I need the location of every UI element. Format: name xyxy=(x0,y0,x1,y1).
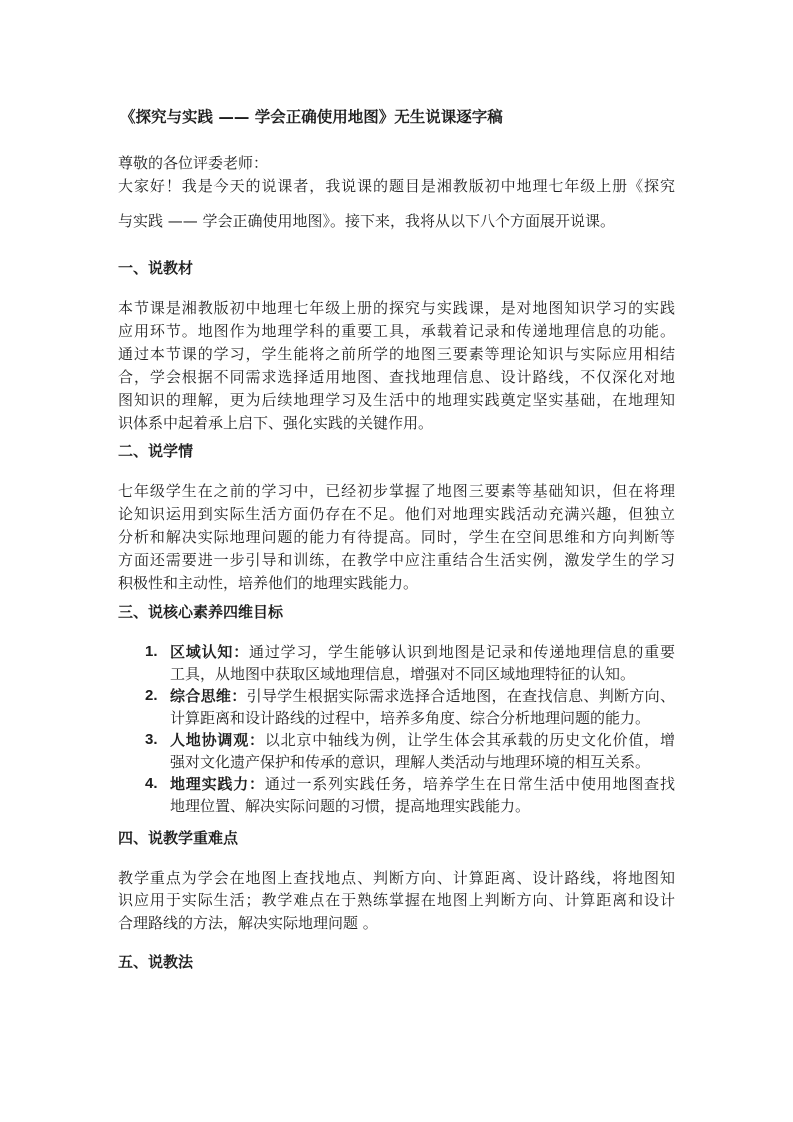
list-item-line: 强对文化遗产保护和传承的意识，理解人类活动与地理环境的相互关系。 xyxy=(170,753,651,771)
paragraph-line: 识应用于实际生活；教学难点在于熟练掌握在地图上判断方向、计算距离和设计 xyxy=(118,891,675,909)
list-number: 3. xyxy=(145,731,158,748)
paragraph-line: 七年级学生在之前的学习中，已经初步掌握了地图三要素等基础知识，但在将理 xyxy=(118,481,675,500)
section-heading: 二、说学情 xyxy=(118,441,194,460)
list-number: 1. xyxy=(145,643,158,660)
list-number: 4. xyxy=(145,775,158,792)
paragraph-line: 图知识的理解，更为后续地理学习及生活中的地理实践奠定坚实基础，在地理知 xyxy=(118,390,675,409)
paragraph-line: 合理路线的方法，解决实际地理问题 。 xyxy=(118,913,378,932)
section-heading: 三、说核心素养四维目标 xyxy=(118,602,284,621)
paragraph-line: 教学重点为学会在地图上查找地点、判断方向、计算距离、设计路线，将地图知 xyxy=(118,868,675,887)
list-item xyxy=(145,773,675,817)
list-item-line: 工具，从地图中获取区域地理信息，增强对不同区域地理特征的认知。 xyxy=(170,665,636,683)
document-title: 《探究与实践 —— 学会正确使用地图》无生说课逐字稿 xyxy=(120,108,503,126)
list-number: 2. xyxy=(145,687,158,704)
list-item-text: 以北京中轴线为例，让学生体会其承载的历史文化价值，增 xyxy=(264,731,675,749)
list-item-line xyxy=(170,773,675,795)
paragraph-line: 合，学会根据不同需求选择适用地图、查找地理信息、设计路线，不仅深化对地 xyxy=(118,367,675,386)
paragraph-line: 方面还需要进一步引导和训练，在教学中应注重结合生活实例，激发学生的学习 xyxy=(118,550,675,569)
section-heading: 五、说教法 xyxy=(118,952,194,971)
paragraph-line: 分析和解决实际地理问题的能力有待提高。同时，学生在空间思维和方向判断等 xyxy=(118,527,675,546)
section-paragraph xyxy=(118,480,675,595)
section-heading: 四、说教学重难点 xyxy=(118,828,239,847)
list-item xyxy=(145,641,675,685)
list-item-line: 计算距离和设计路线的过程中，培养多角度、综合分析地理问题的能力。 xyxy=(170,709,651,727)
paragraph-line: 应用环节。地图作为地理学科的重要工具，承载着记录和传递地理信息的功能。 xyxy=(118,321,675,340)
list-item-line xyxy=(170,729,675,751)
paragraph-line: 本节课是湘教版初中地理七年级上册的探究与实践课，是对地图知识学习的实践 xyxy=(118,298,675,317)
list-item-line xyxy=(170,685,675,707)
goals-list xyxy=(145,641,675,817)
list-item-label: 区域认知： xyxy=(170,643,250,661)
intro-line: 大家好！我是今天的说课者，我说课的题目是湘教版初中地理七年级上册《探究 xyxy=(118,176,675,195)
list-item-label: 人地协调观： xyxy=(170,731,265,749)
list-item-text: 通过学习，学生能够认识到地图是记录和传递地理信息的重要 xyxy=(249,643,675,661)
greeting-line: 尊敬的各位评委老师： xyxy=(118,153,269,172)
list-item-line: 地理位置、解决实际问题的习惯，提高地理实践能力。 xyxy=(170,797,531,815)
list-item-line xyxy=(170,641,675,663)
list-item-text: 通过一系列实践任务，培养学生在日常生活中使用地图查找 xyxy=(264,775,675,793)
paragraph-line: 积极性和主动性，培养他们的地理实践能力。 xyxy=(118,573,419,592)
list-item xyxy=(145,729,675,773)
intro-line: 与实践 —— 学会正确使用地图》。接下来，我将从以下八个方面展开说课。 xyxy=(118,211,616,230)
paragraph-line: 识体系中起着承上启下、强化实践的关键作用。 xyxy=(118,413,434,432)
list-item xyxy=(145,685,675,729)
list-item-label: 综合思维： xyxy=(170,687,247,705)
section-heading: 一、说教材 xyxy=(118,258,194,277)
list-item-label: 地理实践力： xyxy=(170,775,265,793)
section-paragraph xyxy=(118,867,675,935)
paragraph-line: 论知识运用到实际生活方面仍存在不足。他们对地理实践活动充满兴趣，但独立 xyxy=(118,504,675,523)
paragraph-line: 通过本节课的学习，学生能将之前所学的地图三要素等理论知识与实际应用相结 xyxy=(118,344,675,363)
section-paragraph xyxy=(118,297,675,435)
list-item-text: 引导学生根据实际需求选择合适地图，在查找信息、判断方向、 xyxy=(246,687,675,705)
